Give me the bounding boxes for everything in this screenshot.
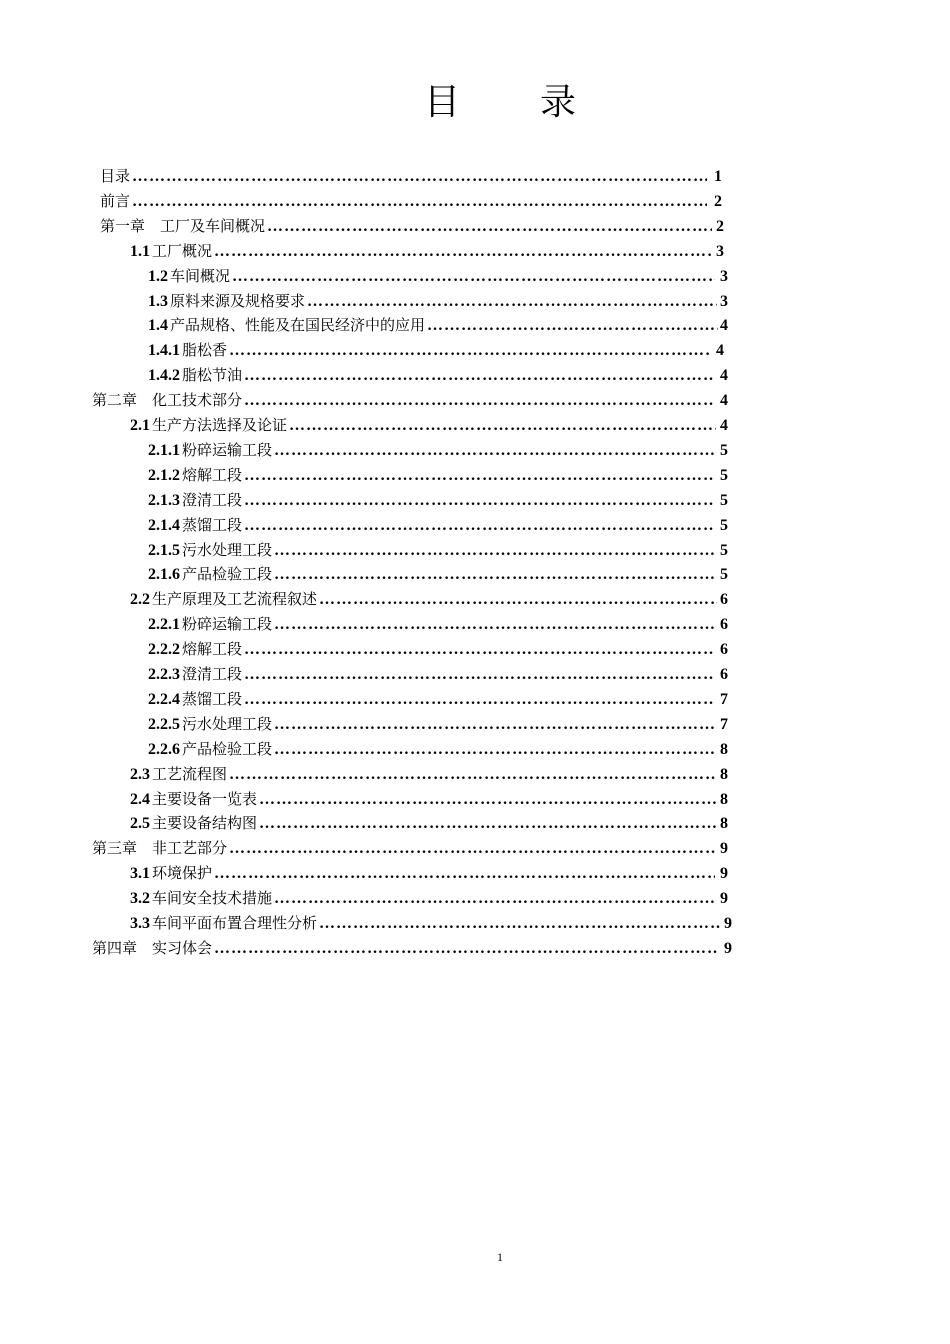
- toc-leader-dots: [267, 214, 712, 239]
- toc-leader-dots: [244, 637, 715, 662]
- toc-entry-number: 2.2.4: [148, 690, 180, 708]
- toc-entry-number: 2.1.2: [148, 466, 180, 484]
- toc-entry-label: 主要设备一览表: [152, 789, 258, 808]
- toc-leader-dots: [232, 264, 715, 289]
- toc-entry-page: 6: [720, 591, 728, 609]
- toc-entry-page: 4: [720, 317, 728, 335]
- toc-entry[interactable]: [148, 662, 728, 687]
- toc-leader-dots: [132, 189, 707, 214]
- toc-leader-dots: [274, 712, 716, 737]
- toc-leader-dots: [274, 438, 716, 463]
- toc-entry-label: 澄清工段: [182, 490, 243, 509]
- toc-entry[interactable]: [148, 562, 728, 587]
- toc-entry[interactable]: [148, 313, 728, 338]
- toc-entry-label: 车间平面布置合理性分析: [152, 914, 318, 932]
- toc-entry-number: 1.4.1: [148, 342, 180, 360]
- toc-entry-number: 1.3: [148, 292, 168, 310]
- toc-leader-dots: [214, 239, 711, 264]
- toc-entry-label: 主要设备结构图: [152, 814, 258, 833]
- toc-entry-label: 脂松节油: [182, 366, 243, 385]
- toc-entry-label: 第一章 工厂及车间概况: [100, 216, 266, 235]
- toc-leader-dots: [259, 811, 716, 836]
- toc-entry-page: 9: [720, 865, 728, 883]
- toc-entry-page: 5: [720, 516, 728, 534]
- toc-entry[interactable]: [130, 413, 728, 438]
- toc-leader-dots: [274, 737, 716, 762]
- toc-leader-dots: [244, 488, 715, 513]
- toc-entry-label: 蒸馏工段: [182, 689, 243, 708]
- toc-entry-page: 8: [720, 740, 728, 758]
- title-char-2: 录: [540, 82, 577, 123]
- toc-entry[interactable]: [148, 612, 728, 637]
- toc-leader-dots: [132, 164, 707, 189]
- toc-entry-label: 粉碎运输工段: [182, 615, 273, 634]
- toc-entry-number: 2.2.5: [148, 715, 180, 733]
- toc-entry-page: 8: [720, 790, 728, 808]
- toc-entry[interactable]: [100, 214, 724, 239]
- toc-entry[interactable]: [148, 538, 728, 563]
- toc-entry-page: 4: [716, 342, 724, 360]
- toc-entry[interactable]: [148, 488, 728, 513]
- toc-leader-dots: [244, 513, 715, 538]
- toc-entry-label: 蒸馏工段: [182, 515, 243, 534]
- toc-entry[interactable]: [148, 687, 728, 712]
- toc-entry[interactable]: [130, 861, 728, 886]
- toc-entry[interactable]: [148, 737, 728, 762]
- toc-entry-page: 1: [714, 168, 722, 185]
- toc-entry[interactable]: [148, 712, 728, 737]
- toc-entry-number: 2.2.3: [148, 666, 180, 683]
- toc-entry-page: 7: [720, 690, 728, 708]
- toc-entry-page: 6: [720, 666, 728, 683]
- toc-entry-page: 4: [720, 417, 728, 434]
- toc-leader-dots: [229, 836, 715, 861]
- toc-entry-page: 5: [720, 491, 728, 509]
- toc-entry-label: 产品检验工段: [182, 565, 273, 584]
- toc-entry[interactable]: [148, 513, 728, 538]
- toc-entry-page: 8: [720, 815, 728, 833]
- toc-entry-page: 3: [716, 242, 724, 260]
- toc-leader-dots: [229, 338, 711, 363]
- toc-entry[interactable]: [130, 911, 732, 936]
- toc-entry-label: 污水处理工段: [182, 714, 273, 733]
- toc-entry[interactable]: [148, 264, 728, 289]
- toc-entry-number: 1.1: [130, 242, 150, 260]
- toc-entry-number: 1.4: [148, 317, 168, 335]
- toc-entry-page: 4: [720, 367, 728, 385]
- toc-leader-dots: [244, 363, 715, 388]
- toc-entry-page: 2: [714, 192, 722, 210]
- toc-leader-dots: [274, 562, 716, 587]
- toc-entry-page: 6: [720, 616, 728, 634]
- toc-entry-number: 2.2.6: [148, 740, 180, 758]
- toc-leader-dots: [244, 687, 715, 712]
- toc-entry-label: 污水处理工段: [182, 540, 273, 559]
- toc-leader-dots: [214, 861, 715, 886]
- toc-entry[interactable]: [130, 787, 728, 812]
- toc-entry-page: 5: [720, 466, 728, 484]
- toc-entry[interactable]: [148, 289, 728, 314]
- toc-leader-dots: [307, 289, 717, 314]
- toc-entry-label: 粉碎运输工段: [182, 440, 273, 459]
- toc-entry[interactable]: [148, 338, 724, 363]
- toc-entry-label: 熔解工段: [182, 465, 243, 484]
- toc-entry-label: 产品规格、性能及在国民经济中的应用: [170, 316, 426, 335]
- toc-entry-number: 3.3: [130, 915, 150, 932]
- toc-entry-label: 生产方法选择及论证: [152, 416, 288, 434]
- toc-entry-number: 2.5: [130, 815, 150, 833]
- toc-entry-page: 5: [720, 441, 728, 459]
- toc-entry-page: 2: [716, 217, 724, 235]
- toc-entry-number: 1.2: [148, 267, 168, 285]
- toc-entry-label: 脂松香: [182, 341, 228, 360]
- toc-entry-label: 车间安全技术措施: [152, 889, 273, 908]
- toc-entry-page: 6: [720, 641, 728, 659]
- toc-entry-label: 澄清工段: [182, 665, 243, 683]
- toc-entry-number: 2.2.1: [148, 616, 180, 634]
- toc-entry-label: 生产原理及工艺流程叙述: [152, 590, 318, 609]
- toc-entry-number: 2.1.6: [148, 566, 180, 584]
- toc-entry-label: 产品检验工段: [182, 739, 273, 758]
- toc-entry-page: 7: [720, 715, 728, 733]
- toc-entry-label: 第四章 实习体会: [92, 938, 213, 957]
- toc-entry-label: 目录: [100, 167, 131, 185]
- toc-entry[interactable]: [92, 836, 728, 861]
- toc-leader-dots: [274, 886, 716, 911]
- toc-entry-number: 2.1.3: [148, 491, 180, 509]
- toc-entry-page: 3: [720, 292, 728, 310]
- toc-entry-page: 3: [720, 267, 728, 285]
- toc-entry-number: 2.1.5: [148, 541, 180, 559]
- toc-leader-dots: [274, 538, 716, 563]
- toc-entry-page: 5: [720, 541, 728, 559]
- toc-entry[interactable]: [130, 762, 728, 787]
- toc-entry-label: 车间概况: [170, 266, 231, 285]
- toc-entry-page: 4: [720, 392, 728, 410]
- toc-entry[interactable]: [148, 463, 728, 488]
- toc-entry-label: 第二章 化工技术部分: [92, 391, 243, 410]
- page-title: [0, 74, 950, 125]
- toc-entry[interactable]: [148, 438, 728, 463]
- toc-leader-dots: [244, 463, 715, 488]
- toc-entry-number: 3.1: [130, 865, 150, 883]
- toc-entry-label: 工艺流程图: [152, 764, 228, 783]
- toc-leader-dots: [427, 313, 718, 338]
- toc-entry[interactable]: [130, 587, 728, 612]
- toc-entry-label: 前言: [100, 191, 131, 210]
- toc-entry-number: 2.1: [130, 417, 150, 434]
- toc-entry-label: 熔解工段: [182, 640, 243, 659]
- toc-entry-number: 2.2.2: [148, 641, 180, 659]
- toc-entry-label: 第三章 非工艺部分: [92, 839, 228, 858]
- toc-entry[interactable]: [100, 164, 722, 189]
- toc-entry[interactable]: [130, 239, 724, 264]
- toc-leader-dots: [259, 787, 716, 812]
- toc-entry-number: 3.2: [130, 890, 150, 908]
- title-char-1: 目: [423, 82, 460, 123]
- toc-entry-number: 2.2: [130, 591, 150, 609]
- toc-entry-number: 2.1.4: [148, 516, 180, 534]
- toc-entry[interactable]: [148, 363, 728, 388]
- toc-leader-dots: [229, 762, 715, 787]
- toc-entry-number: 2.4: [130, 790, 150, 808]
- toc-entry-number: 2.3: [130, 765, 150, 783]
- toc-entry-label: 环境保护: [152, 864, 213, 883]
- toc-entry-label: 工厂概况: [152, 241, 213, 260]
- toc-entry[interactable]: [100, 189, 722, 214]
- toc-leader-dots: [289, 413, 716, 438]
- toc-entry-page: 9: [720, 840, 728, 858]
- toc-leader-dots: [244, 662, 715, 687]
- toc-entry-label: 原料来源及规格要求: [170, 291, 306, 310]
- toc-entry[interactable]: [130, 886, 728, 911]
- toc-leader-dots: [319, 911, 721, 936]
- toc-leader-dots: [244, 388, 715, 413]
- toc-entry[interactable]: [92, 388, 728, 413]
- toc-entry-page: 9: [724, 915, 732, 932]
- toc-leader-dots: [319, 587, 717, 612]
- toc-entry-page: 9: [720, 890, 728, 908]
- toc-entry-page: 5: [720, 566, 728, 584]
- toc-entry-page: 8: [720, 765, 728, 783]
- toc-entry[interactable]: [92, 936, 732, 961]
- toc-entry-page: 9: [724, 939, 732, 957]
- toc-leader-dots: [214, 936, 719, 961]
- toc-leader-dots: [274, 612, 716, 637]
- page-number: 1: [497, 1250, 503, 1264]
- toc-entry-number: 1.4.2: [148, 367, 180, 385]
- toc-entry[interactable]: [130, 811, 728, 836]
- toc-entry[interactable]: [148, 637, 728, 662]
- toc-entry-number: 2.1.1: [148, 441, 180, 459]
